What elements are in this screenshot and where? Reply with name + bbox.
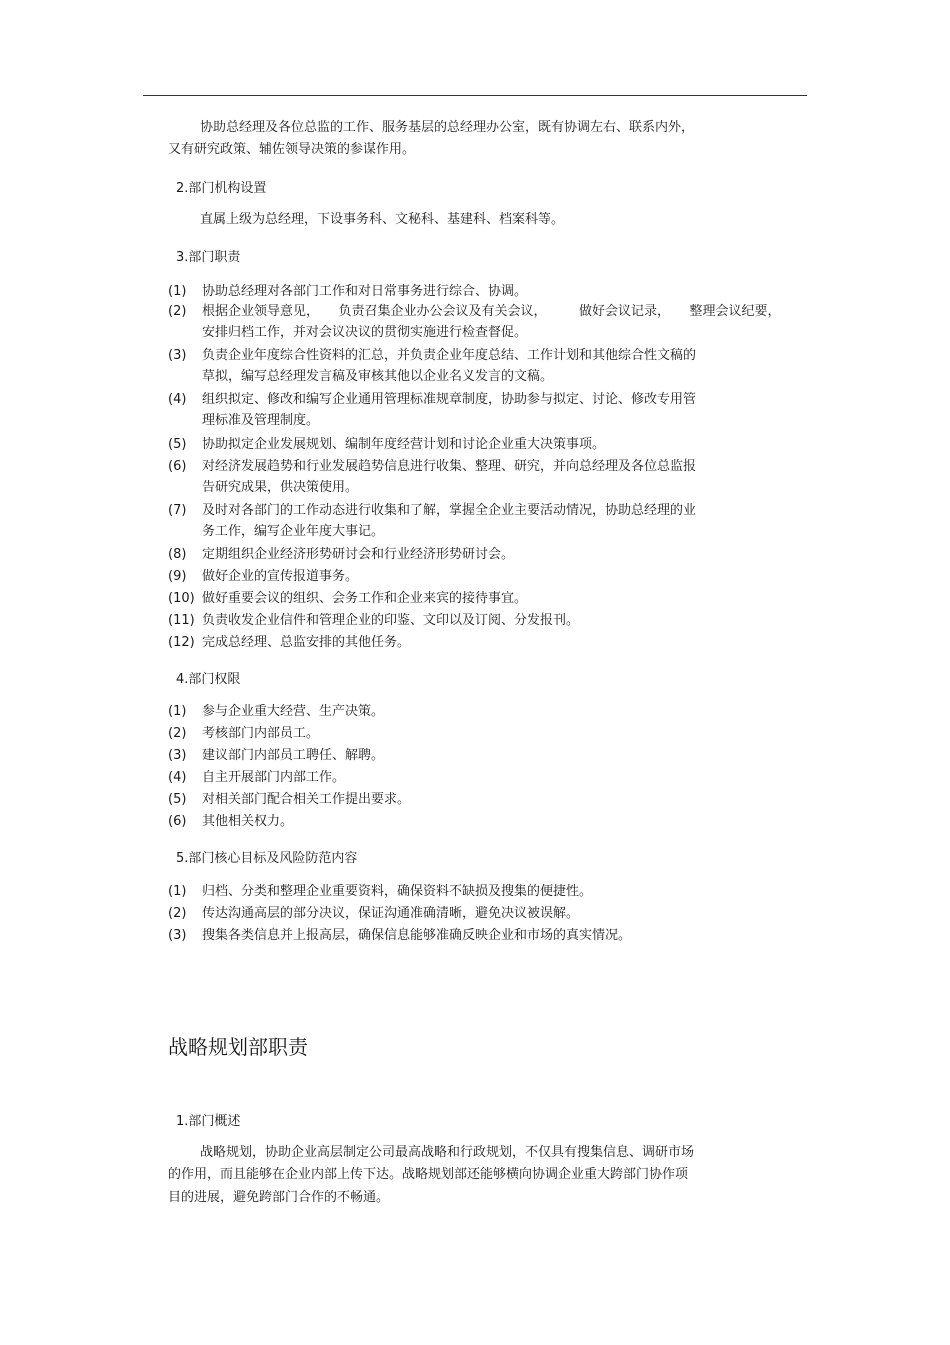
item-number: (5) (168, 792, 187, 807)
item-number: (11) (168, 613, 195, 628)
item-text: 自主开展部门内部工作。 (202, 770, 346, 785)
item-text: 组织拟定、修改和编写企业通用管理标准规章制度，协助参与拟定、讨论、修改专用管 (202, 392, 697, 407)
item-number: (4) (168, 770, 187, 785)
item-text-continued: 告研究成果，供决策使用。 (202, 480, 359, 495)
item-text: 协助拟定企业发展规划、编制年度经营计划和讨论企业重大决策事项。 (202, 437, 606, 452)
item-number: (3) (168, 748, 187, 763)
heading-duties: 3.部门职责 (176, 250, 241, 265)
item-text: 定期组织企业经济形势研讨会和行业经济形势研讨会。 (202, 547, 515, 562)
org-structure-text: 直属上级为总经理，下设事务科、文秘科、基建科、档案科等。 (200, 212, 565, 227)
item-text: 根据企业领导意见， 负责召集企业办公会议及有关会议， 做好会议记录， 整理会议纪要， (202, 304, 781, 319)
item-number: (4) (168, 392, 187, 407)
item-number: (2) (168, 304, 187, 319)
overview-line-3: 目的进展，避免跨部门合作的不畅通。 (168, 1190, 390, 1205)
item-text: 做好企业的宣传报道事务。 (202, 569, 359, 584)
item-text: 参与企业重大经营、生产决策。 (202, 704, 385, 719)
item-text: 完成总经理、总监安排的其他任务。 (202, 635, 411, 650)
item-text: 负责企业年度综合性资料的汇总，并负责企业年度总结、工作计划和其他综合性文稿的 (202, 348, 697, 363)
item-number: (1) (168, 704, 187, 719)
item-text-continued: 理标准及管理制度。 (202, 413, 320, 428)
item-number: (9) (168, 569, 187, 584)
item-text: 及时对各部门的工作动态进行收集和了解，掌握全企业主要活动情况，协助总经理的业 (202, 503, 697, 518)
intro-line-1: 协助总经理及各位总监的工作、服务基层的总经理办公室，既有协调左右、联系内外， (200, 120, 695, 135)
heading-core-goals: 5.部门核心目标及风险防范内容 (176, 851, 358, 866)
intro-line-2: 又有研究政策、辅佐领导决策的参谋作用。 (168, 142, 416, 157)
item-number: (6) (168, 814, 187, 829)
item-number: (2) (168, 726, 187, 741)
item-number: (6) (168, 459, 187, 474)
item-text: 对相关部门配合相关工作提出要求。 (202, 792, 411, 807)
item-text-continued: 安排归档工作，并对会议决议的贯彻实施进行检查督促。 (202, 325, 528, 340)
item-number: (2) (168, 906, 187, 921)
item-text: 建议部门内部员工聘任、解聘。 (202, 748, 385, 763)
item-text: 考核部门内部员工。 (202, 726, 320, 741)
header-rule (143, 95, 807, 96)
item-number: (3) (168, 928, 187, 943)
heading-overview: 1.部门概述 (176, 1114, 241, 1129)
item-text: 其他相关权力。 (202, 814, 294, 829)
item-number: (10) (168, 591, 195, 606)
item-text: 做好重要会议的组织、会务工作和企业来宾的接待事宜。 (202, 591, 528, 606)
item-text: 归档、分类和整理企业重要资料，确保资料不缺损及搜集的便捷性。 (202, 884, 593, 899)
item-number: (3) (168, 348, 187, 363)
heading-powers: 4.部门权限 (176, 672, 241, 687)
item-number: (7) (168, 503, 187, 518)
overview-line-1: 战略规划，协助企业高层制定公司最高战略和行政规划，不仅具有搜集信息、调研市场 (200, 1145, 695, 1160)
item-text: 协助总经理对各部门工作和对日常事务进行综合、协调。 (202, 284, 528, 299)
overview-line-2: 的作用，而且能够在企业内部上传下达。战略规划部还能够横向协调企业重大跨部门协作项 (168, 1167, 689, 1182)
item-number: (5) (168, 437, 187, 452)
section-title: 战略规划部职责 (168, 1035, 308, 1059)
item-text-continued: 务工作，编写企业年度大事记。 (202, 524, 385, 539)
heading-org-structure: 2.部门机构设置 (176, 181, 267, 196)
item-text: 负责收发企业信件和管理企业的印鉴、文印以及订阅、分发报刊。 (202, 613, 580, 628)
item-text: 搜集各类信息并上报高层，确保信息能够准确反映企业和市场的真实情况。 (202, 928, 632, 943)
item-text: 传达沟通高层的部分决议，保证沟通准确清晰，避免决议被误解。 (202, 906, 580, 921)
item-text-continued: 草拟，编写总经理发言稿及审核其他以企业名义发言的文稿。 (202, 369, 554, 384)
item-number: (12) (168, 635, 195, 650)
item-number: (1) (168, 284, 187, 299)
item-number: (1) (168, 884, 187, 899)
item-number: (8) (168, 547, 187, 562)
item-text: 对经济发展趋势和行业发展趋势信息进行收集、整理、研究，并向总经理及各位总监报 (202, 459, 697, 474)
